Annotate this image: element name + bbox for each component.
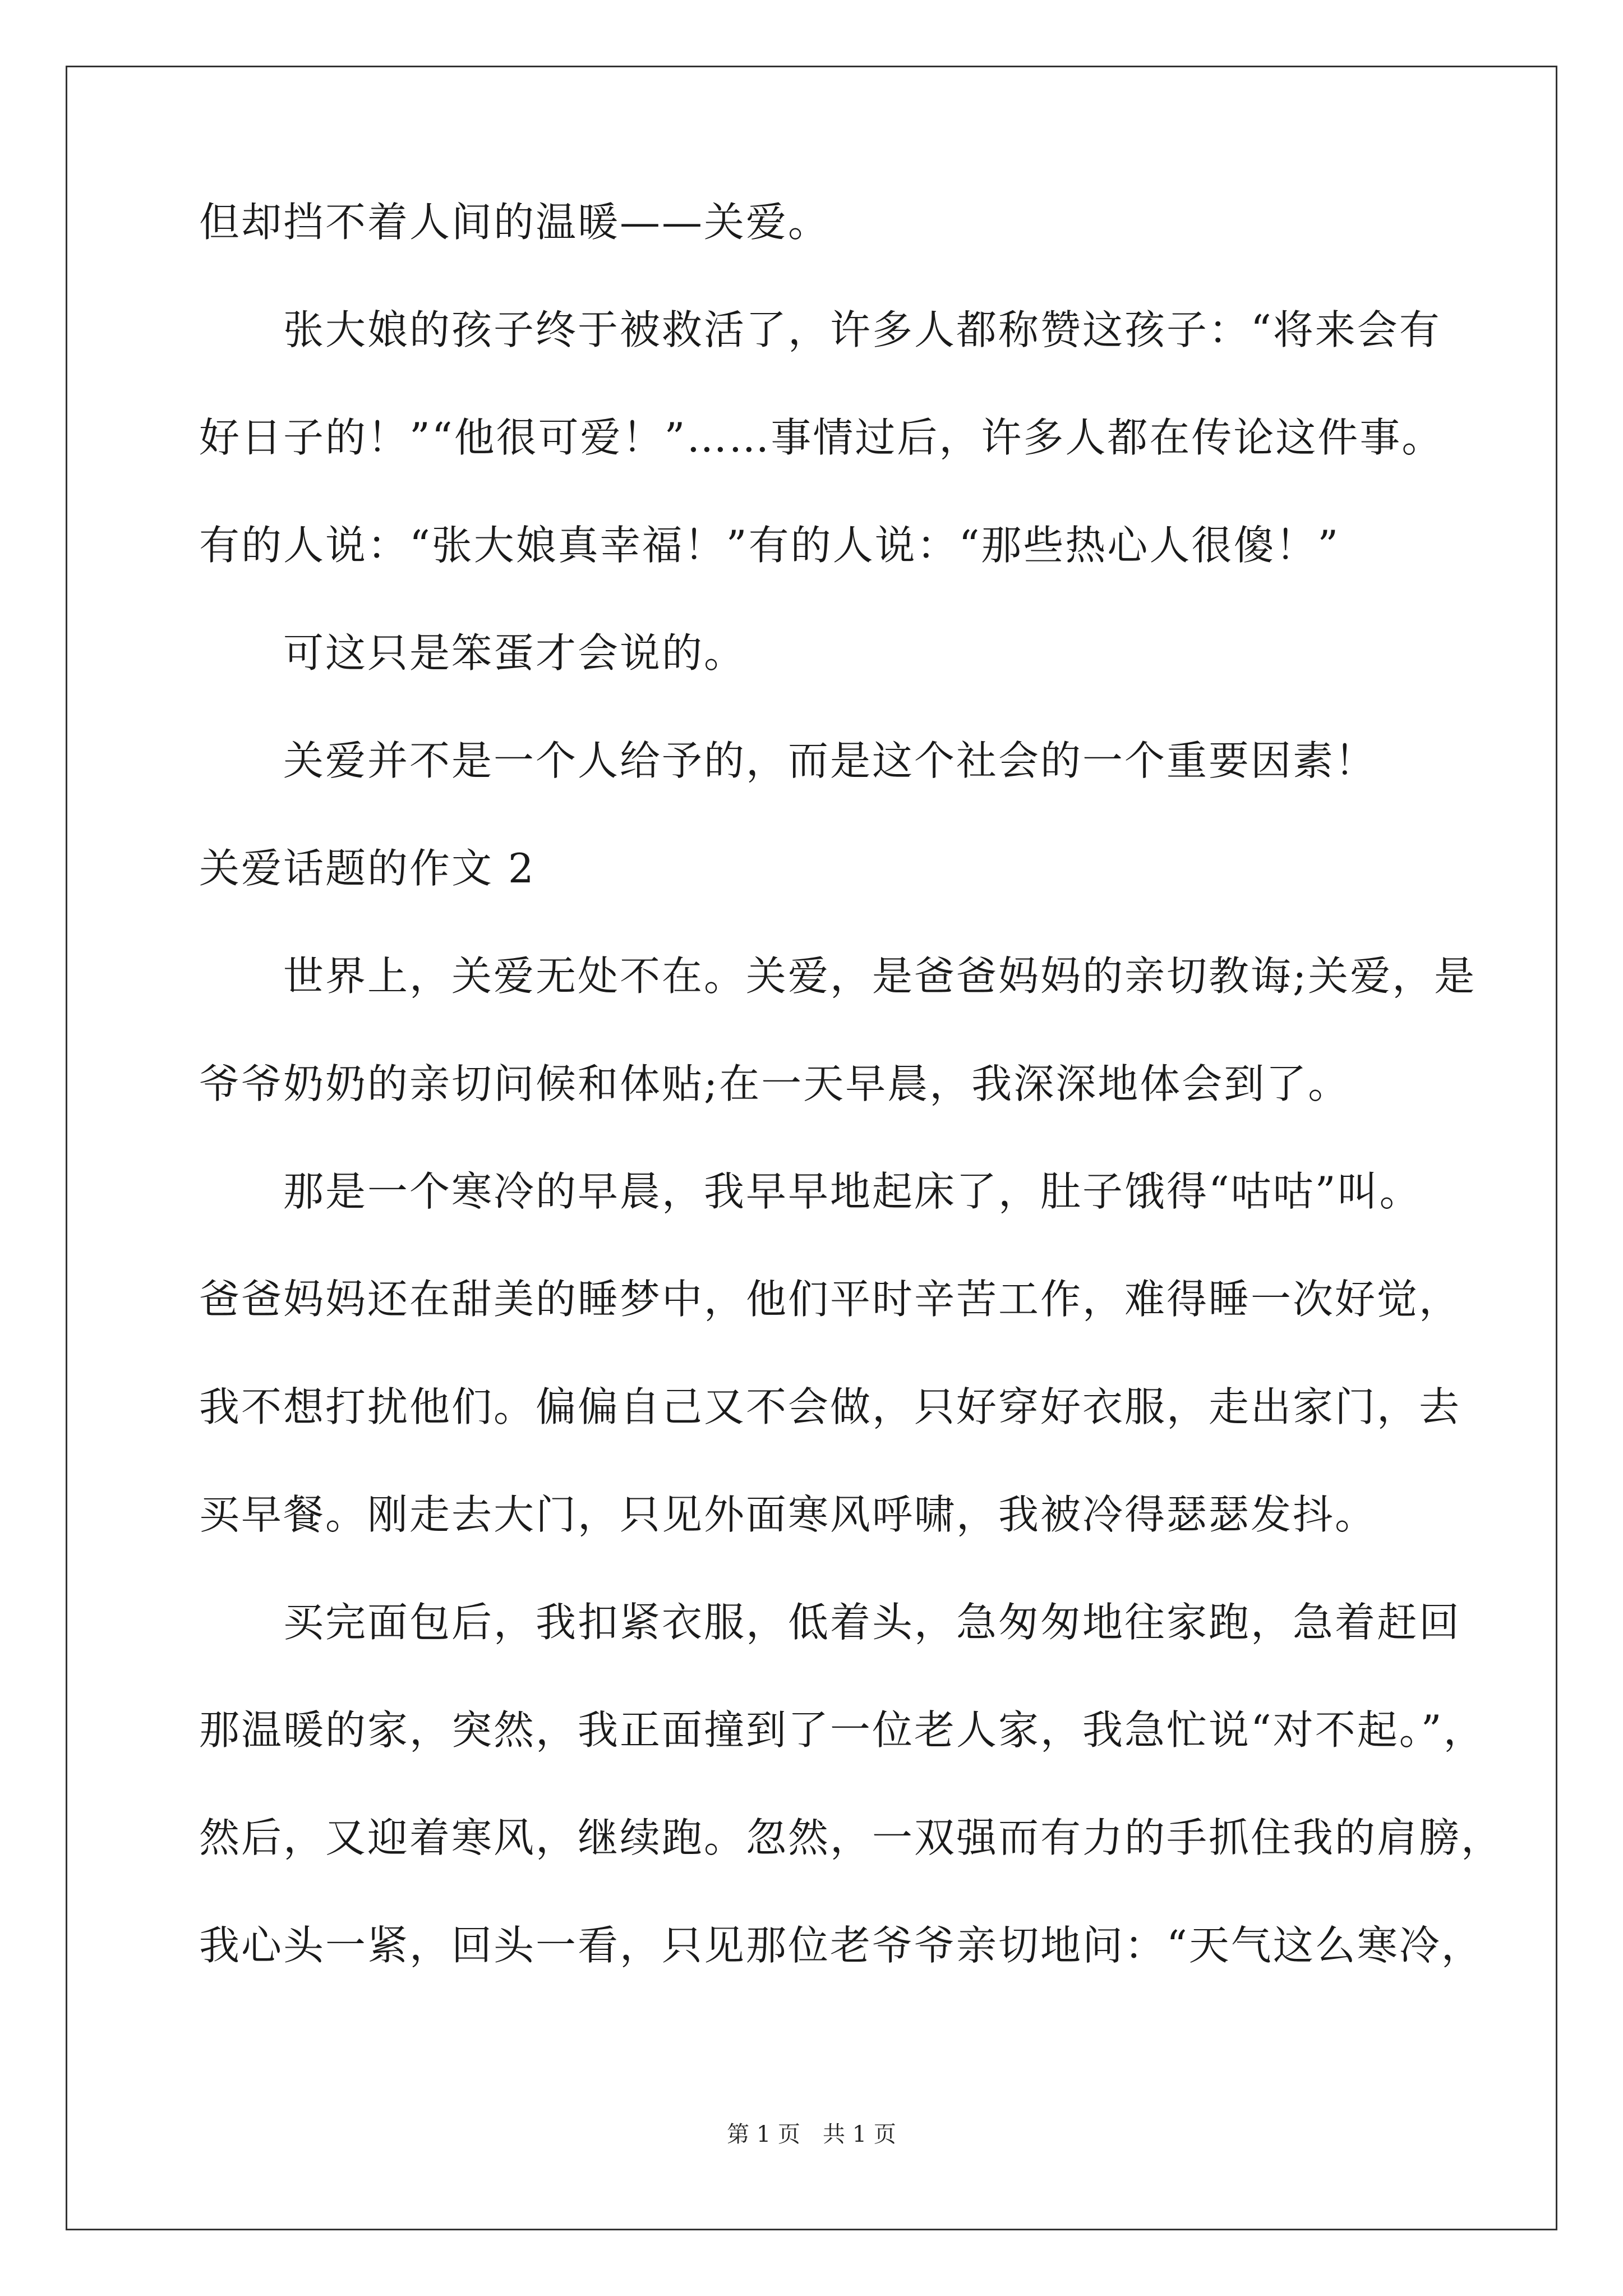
text-line: 关爱并不是一个人给予的，而是这个社会的一个重要因素！ (283, 737, 1377, 784)
text-line: 那是一个寒冷的早晨，我早早地起床了，肚子饿得“咕咕”叫。 (283, 1168, 1422, 1215)
text-line: 世界上，关爱无处不在。关爱，是爸爸妈妈的亲切教诲;关爱，是 (283, 953, 1477, 1000)
text-line: 爸爸妈妈还在甜美的睡梦中，他们平时辛苦工作，难得睡一次好觉， (199, 1276, 1461, 1323)
text-line: 那温暖的家，突然，我正面撞到了一位老人家，我急忙说“对不起。”， (199, 1706, 1486, 1754)
text-line: 然后，又迎着寒风，继续跑。忽然，一双强而有力的手抓住我的肩膀， (199, 1814, 1504, 1861)
text-line: 我不想打扰他们。偏偏自己又不会做，只好穿好衣服，走出家门，去 (199, 1383, 1461, 1430)
text-line: 买早餐。刚走去大门，只见外面寒风呼啸，我被冷得瑟瑟发抖。 (199, 1491, 1377, 1538)
text-line: 张大娘的孩子终于被救活了，许多人都称赞这孩子：“将来会有 (283, 306, 1441, 353)
text-line: 但却挡不着人间的温暖——关爱。 (199, 199, 831, 246)
text-line: 买完面包后，我扣紧衣服，低着头，急匆匆地往家跑，急着赶回 (283, 1599, 1461, 1646)
text-line: 可这只是笨蛋才会说的。 (283, 629, 746, 677)
page-number: 第 1 页 (727, 2122, 800, 2147)
section-heading: 关爱话题的作文 2 (199, 845, 536, 892)
text-line: 爷爷奶奶的亲切问候和体贴;在一天早晨，我深深地体会到了。 (199, 1060, 1350, 1107)
document-body (199, 168, 1504, 1999)
page-footer (0, 2118, 1623, 2151)
text-line: 好日子的！”“他很可爱！”……事情过后，许多人都在传论这件事。 (199, 414, 1444, 461)
text-line: 我心头一紧，回头一看，只见那位老爷爷亲切地问：“天气这么寒冷， (199, 1922, 1483, 1969)
text-line: 有的人说：“张大娘真幸福！”有的人说：“那些热心人很傻！” (199, 522, 1340, 569)
page-total: 共 1 页 (823, 2122, 896, 2147)
